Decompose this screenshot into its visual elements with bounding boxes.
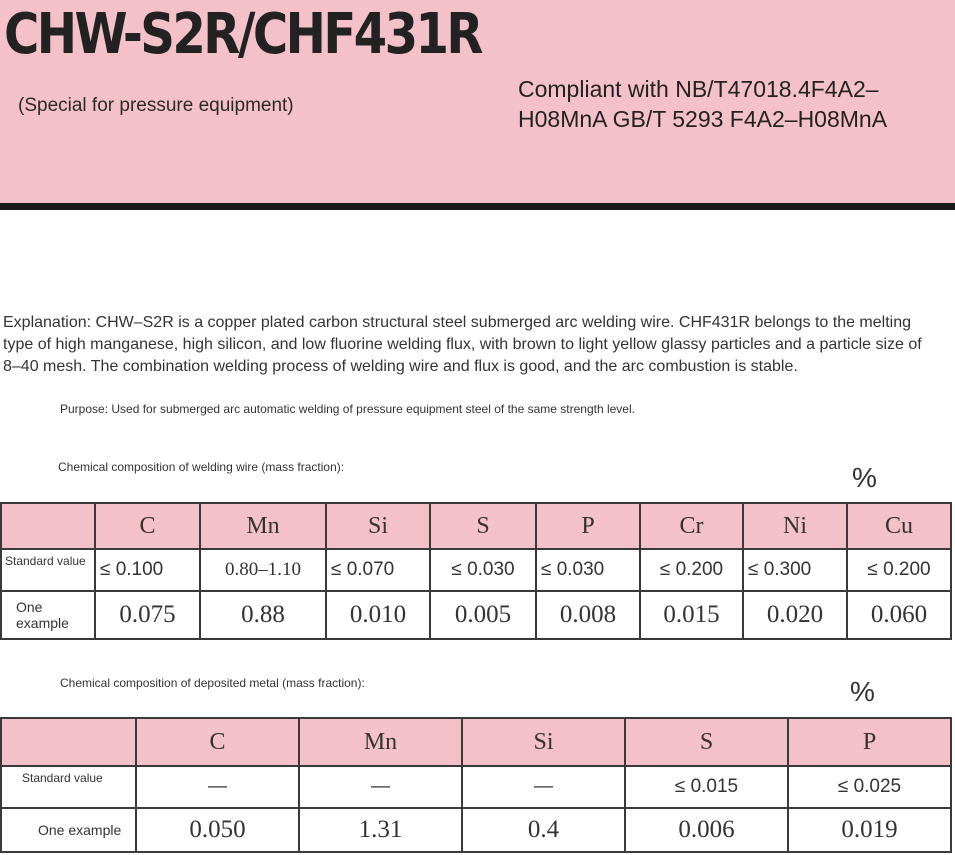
table-cell: 0.050 <box>136 808 299 852</box>
table-cell: ≤ 0.030 <box>536 549 640 591</box>
table-cell: ≤ 0.025 <box>788 766 951 808</box>
header-banner <box>0 0 955 205</box>
column-header: S <box>430 503 536 549</box>
wire-header-row <box>1 503 951 549</box>
column-header: Cu <box>847 503 951 549</box>
header-corner-cell <box>1 718 136 766</box>
wire-standard-row <box>1 549 951 591</box>
deposit-composition-table <box>0 717 952 853</box>
table-cell: ≤ 0.030 <box>430 549 536 591</box>
header-corner-cell <box>1 503 95 549</box>
wire-table-unit: % <box>852 462 877 493</box>
column-header: S <box>625 718 788 766</box>
explanation-text: Explanation: CHW–S2R is a copper plated carbon structural steel submerged arc welding wire. CHF431R belongs to the melting type of high manganese, high silicon, and low fluorine welding flux, with brown to light yellow glassy particles and a particle size of 8–40 mesh. The combination welding process of welding wire and flux is good, and the arc combustion is stable. <box>3 314 922 375</box>
table-cell: 0.80–1.10 <box>200 549 326 591</box>
column-header: C <box>136 718 299 766</box>
column-header: Ni <box>743 503 847 549</box>
deposit-standard-row <box>1 766 951 808</box>
product-title: CHW-S2R/CHF431R <box>4 2 481 67</box>
table-cell: 0.015 <box>640 591 743 639</box>
table-cell: — <box>299 766 462 808</box>
table-cell: 0.008 <box>536 591 640 639</box>
deposit-example-row <box>1 808 951 852</box>
table-cell: ≤ 0.200 <box>640 549 743 591</box>
table-cell: ≤ 0.300 <box>743 549 847 591</box>
table-cell: ≤ 0.200 <box>847 549 951 591</box>
deposit-header-row <box>1 718 951 766</box>
product-subtitle: (Special for pressure equipment) <box>18 95 294 116</box>
row-label: Standard value <box>1 766 136 808</box>
table-cell: 0.019 <box>788 808 951 852</box>
column-header: C <box>95 503 200 549</box>
table-cell: 0.010 <box>326 591 430 639</box>
table-cell: — <box>462 766 625 808</box>
deposit-table-caption: Chemical composition of deposited metal (mass fraction): <box>60 676 365 690</box>
purpose-text: Purpose: Used for submerged arc automatic welding of pressure equipment steel of the same strength level. <box>60 402 635 416</box>
header-divider <box>0 203 955 210</box>
column-header: Mn <box>299 718 462 766</box>
table-cell: 0.075 <box>95 591 200 639</box>
deposit-table-unit: % <box>850 676 875 707</box>
table-cell: 0.005 <box>430 591 536 639</box>
column-header: Si <box>326 503 430 549</box>
column-header: Mn <box>200 503 326 549</box>
wire-example-row <box>1 591 951 639</box>
table-cell: 0.020 <box>743 591 847 639</box>
table-cell: 0.4 <box>462 808 625 852</box>
table-cell: 0.88 <box>200 591 326 639</box>
row-label: One example <box>1 808 136 852</box>
wire-table-caption: Chemical composition of welding wire (mass fraction): <box>58 460 345 474</box>
wire-composition-table <box>0 502 952 640</box>
table-cell: 1.31 <box>299 808 462 852</box>
row-label: Standard value <box>1 549 95 591</box>
compliance-standard: Compliant with NB/T47018.4F4A2–H08MnA GB/T 5293 F4A2–H08MnA <box>518 76 888 132</box>
column-header: P <box>788 718 951 766</box>
table-cell: ≤ 0.100 <box>95 549 200 591</box>
table-cell: ≤ 0.015 <box>625 766 788 808</box>
column-header: P <box>536 503 640 549</box>
column-header: Si <box>462 718 625 766</box>
table-cell: 0.060 <box>847 591 951 639</box>
table-cell: ≤ 0.070 <box>326 549 430 591</box>
column-header: Cr <box>640 503 743 549</box>
table-cell: 0.006 <box>625 808 788 852</box>
row-label: One example <box>1 591 95 639</box>
table-cell: — <box>136 766 299 808</box>
